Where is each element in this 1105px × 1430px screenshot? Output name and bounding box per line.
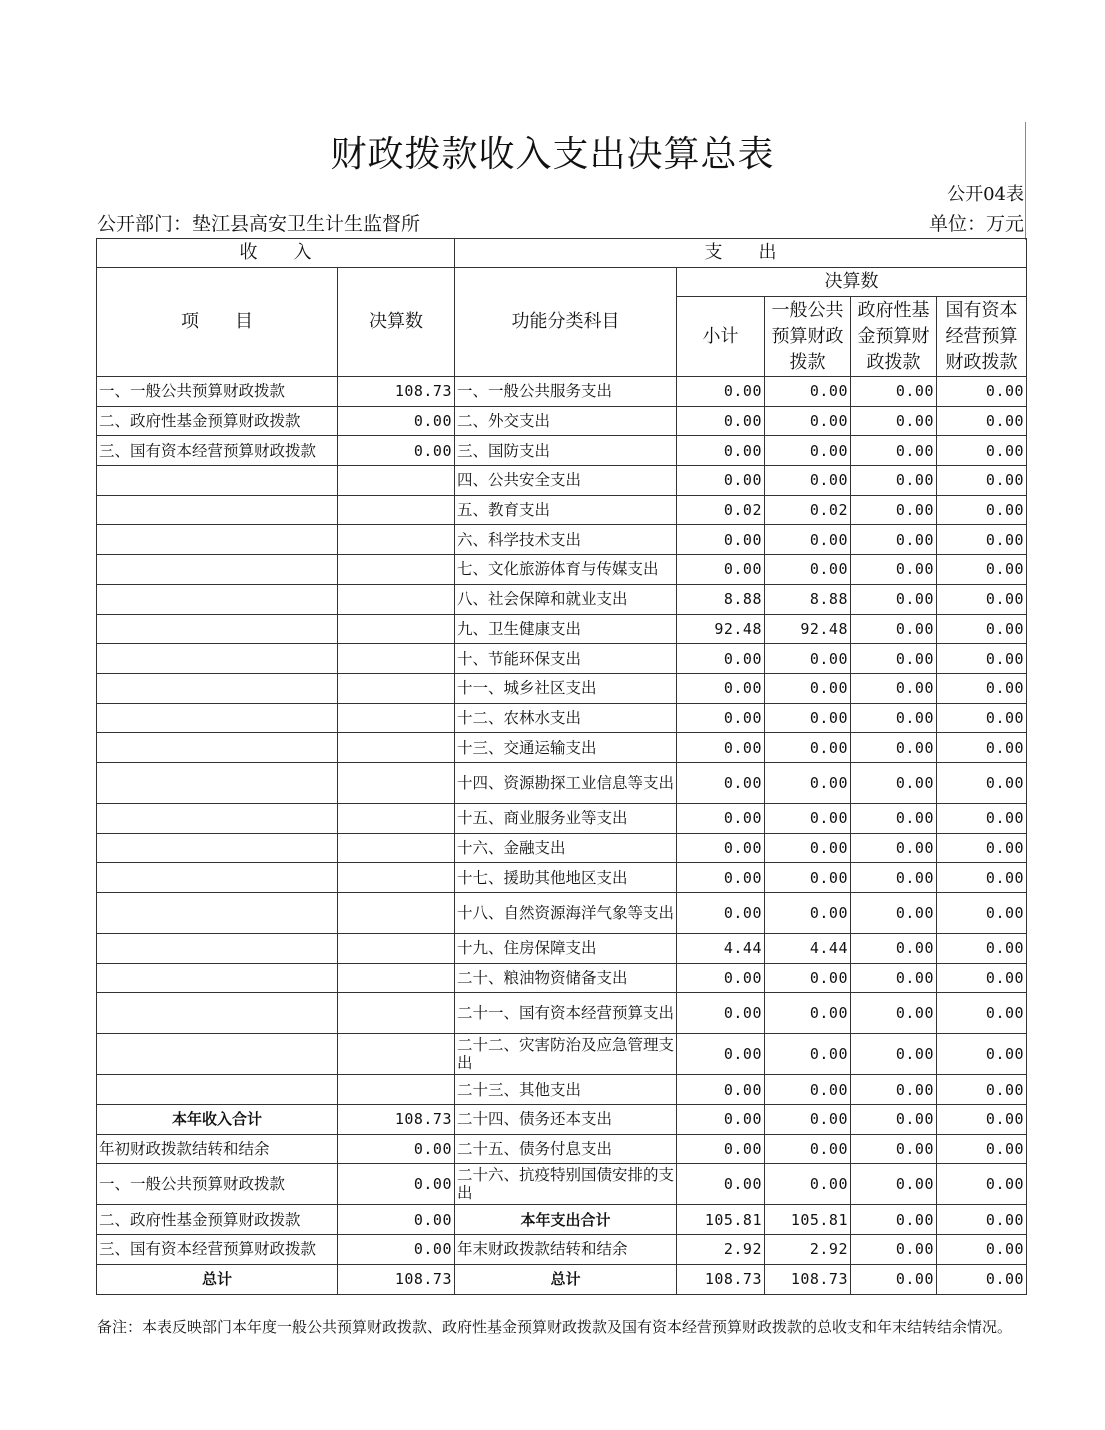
- fund-budget-cell: 0.00: [851, 1205, 937, 1235]
- expense-header: 支 出: [455, 239, 1027, 268]
- general-budget-cell: 92.48: [765, 614, 851, 644]
- expense-category-cell: 十八、自然资源海洋气象等支出: [455, 893, 677, 934]
- expense-category-cell: 二十二、灾害防治及应急管理支出: [455, 1034, 677, 1075]
- table-row: [97, 893, 1027, 934]
- subtotal-cell: 0.00: [677, 1134, 765, 1164]
- fund-budget-cell: 0.00: [851, 525, 937, 555]
- income-item-cell: [97, 803, 338, 833]
- table-row: [97, 1205, 1027, 1235]
- general-budget-cell: 0.00: [765, 1075, 851, 1105]
- fund-budget-cell: 0.00: [851, 673, 937, 703]
- fund-budget-cell: 0.00: [851, 614, 937, 644]
- income-item-cell: 年初财政拨款结转和结余: [97, 1134, 338, 1164]
- income-item-cell: 一、一般公共预算财政拨款: [97, 1164, 338, 1205]
- subtotal-cell: 8.88: [677, 584, 765, 614]
- income-item-cell: 三、国有资本经营预算财政拨款: [97, 436, 338, 466]
- state-capital-cell: 0.00: [937, 406, 1027, 436]
- income-item-cell: [97, 833, 338, 863]
- expense-category-cell: 十、节能环保支出: [455, 644, 677, 674]
- expense-category-cell: 十七、援助其他地区支出: [455, 863, 677, 893]
- expense-category-cell: 二十一、国有资本经营预算支出: [455, 993, 677, 1034]
- fund-budget-cell: 0.00: [851, 762, 937, 803]
- fund-budget-cell: 0.00: [851, 1105, 937, 1135]
- income-item-cell: [97, 733, 338, 763]
- general-budget-cell: 0.00: [765, 863, 851, 893]
- table-row: [97, 1134, 1027, 1164]
- income-amount-cell: [338, 963, 455, 993]
- income-amount-cell: [338, 893, 455, 934]
- general-budget-cell: 0.00: [765, 703, 851, 733]
- table-row: [97, 466, 1027, 496]
- income-item-cell: [97, 555, 338, 585]
- general-budget-header: 一般公共预算财政拨款: [765, 297, 851, 377]
- general-budget-cell: 0.00: [765, 833, 851, 863]
- income-item-cell: [97, 466, 338, 496]
- table-row: [97, 993, 1027, 1034]
- income-amount-cell: 0.00: [338, 1134, 455, 1164]
- expense-category-cell: 十二、农林水支出: [455, 703, 677, 733]
- income-item-cell: [97, 673, 338, 703]
- income-item-cell: 二、政府性基金预算财政拨款: [97, 1205, 338, 1235]
- fund-budget-cell: 0.00: [851, 555, 937, 585]
- general-budget-cell: 0.00: [765, 993, 851, 1034]
- subtotal-cell: 0.00: [677, 1075, 765, 1105]
- income-item-cell: [97, 644, 338, 674]
- general-budget-cell: 2.92: [765, 1235, 851, 1265]
- income-item-cell: 本年收入合计: [97, 1105, 338, 1135]
- subtotal-cell: 0.00: [677, 555, 765, 585]
- fund-budget-cell: 0.00: [851, 863, 937, 893]
- state-capital-cell: 0.00: [937, 1164, 1027, 1205]
- expense-category-cell: 二十六、抗疫特别国债安排的支出: [455, 1164, 677, 1205]
- fund-budget-cell: 0.00: [851, 406, 937, 436]
- income-amount-cell: 108.73: [338, 1264, 455, 1294]
- subtotal-cell: 0.00: [677, 406, 765, 436]
- subtotal-cell: 0.00: [677, 1034, 765, 1075]
- income-item-cell: 总计: [97, 1264, 338, 1294]
- general-budget-cell: 0.00: [765, 803, 851, 833]
- income-item-cell: 三、国有资本经营预算财政拨款: [97, 1235, 338, 1265]
- state-capital-cell: 0.00: [937, 495, 1027, 525]
- state-capital-cell: 0.00: [937, 993, 1027, 1034]
- general-budget-cell: 105.81: [765, 1205, 851, 1235]
- table-row: [97, 733, 1027, 763]
- fund-budget-cell: 0.00: [851, 1134, 937, 1164]
- income-amount-cell: [338, 833, 455, 863]
- fund-budget-cell: 0.00: [851, 1235, 937, 1265]
- expense-category-cell: 五、教育支出: [455, 495, 677, 525]
- state-capital-cell: 0.00: [937, 1034, 1027, 1075]
- subtotal-cell: 0.02: [677, 495, 765, 525]
- subtotal-cell: 0.00: [677, 673, 765, 703]
- item-header: 项 目: [97, 268, 338, 377]
- income-item-cell: 一、一般公共预算财政拨款: [97, 377, 338, 407]
- expense-category-cell: 十三、交通运输支出: [455, 733, 677, 763]
- general-budget-cell: 0.00: [765, 1105, 851, 1135]
- table-row: [97, 833, 1027, 863]
- general-budget-cell: 8.88: [765, 584, 851, 614]
- state-capital-cell: 0.00: [937, 436, 1027, 466]
- income-item-cell: [97, 525, 338, 555]
- table-row: [97, 644, 1027, 674]
- income-amount-cell: [338, 863, 455, 893]
- income-item-cell: [97, 614, 338, 644]
- table-row: [97, 525, 1027, 555]
- table-row: [97, 762, 1027, 803]
- general-budget-cell: 0.00: [765, 406, 851, 436]
- income-amount-cell: [338, 525, 455, 555]
- state-capital-cell: 0.00: [937, 584, 1027, 614]
- table-row: [97, 377, 1027, 407]
- subtotal-cell: 0.00: [677, 466, 765, 496]
- expense-category-cell: 二十四、债务还本支出: [455, 1105, 677, 1135]
- expense-category-cell: 二十、粮油物资储备支出: [455, 963, 677, 993]
- table-row: [97, 406, 1027, 436]
- state-capital-cell: 0.00: [937, 673, 1027, 703]
- state-capital-cell: 0.00: [937, 525, 1027, 555]
- subtotal-cell: 0.00: [677, 1105, 765, 1135]
- income-amount-cell: [338, 993, 455, 1034]
- expense-category-cell: 二、外交支出: [455, 406, 677, 436]
- subtotal-cell: 0.00: [677, 803, 765, 833]
- expense-category-cell: 十五、商业服务业等支出: [455, 803, 677, 833]
- state-capital-cell: 0.00: [937, 893, 1027, 934]
- general-budget-cell: 0.00: [765, 1134, 851, 1164]
- state-capital-cell: 0.00: [937, 466, 1027, 496]
- function-category-header: 功能分类科目: [455, 268, 677, 377]
- state-capital-cell: 0.00: [937, 1105, 1027, 1135]
- subtotal-cell: 0.00: [677, 644, 765, 674]
- state-capital-cell: 0.00: [937, 1235, 1027, 1265]
- expense-category-cell: 三、国防支出: [455, 436, 677, 466]
- table-row: [97, 963, 1027, 993]
- fund-budget-cell: 0.00: [851, 1264, 937, 1294]
- fund-budget-cell: 0.00: [851, 993, 937, 1034]
- expense-category-cell: 四、公共安全支出: [455, 466, 677, 496]
- expense-category-cell: 十六、金融支出: [455, 833, 677, 863]
- table-row: [97, 614, 1027, 644]
- income-amount-cell: [338, 466, 455, 496]
- expense-category-cell: 二十五、债务付息支出: [455, 1134, 677, 1164]
- income-amount-cell: 108.73: [338, 377, 455, 407]
- subtotal-cell: 0.00: [677, 963, 765, 993]
- expense-category-cell: 本年支出合计: [455, 1205, 677, 1235]
- subtotal-cell: 92.48: [677, 614, 765, 644]
- income-amount-cell: 0.00: [338, 1164, 455, 1205]
- income-item-cell: [97, 993, 338, 1034]
- income-item-cell: [97, 762, 338, 803]
- expense-category-cell: 十一、城乡社区支出: [455, 673, 677, 703]
- expense-category-cell: 六、科学技术支出: [455, 525, 677, 555]
- subtotal-cell: 2.92: [677, 1235, 765, 1265]
- fund-budget-cell: 0.00: [851, 934, 937, 964]
- state-capital-cell: 0.00: [937, 733, 1027, 763]
- subtotal-cell: 0.00: [677, 893, 765, 934]
- income-amount-cell: 0.00: [338, 406, 455, 436]
- table-row: [97, 934, 1027, 964]
- state-capital-cell: 0.00: [937, 703, 1027, 733]
- income-amount-cell: [338, 1075, 455, 1105]
- general-budget-cell: 4.44: [765, 934, 851, 964]
- income-item-cell: 二、政府性基金预算财政拨款: [97, 406, 338, 436]
- state-capital-cell: 0.00: [937, 1075, 1027, 1105]
- table-row: [97, 863, 1027, 893]
- income-item-cell: [97, 863, 338, 893]
- fund-budget-cell: 0.00: [851, 495, 937, 525]
- income-amount-cell: 108.73: [338, 1105, 455, 1135]
- income-amount-cell: [338, 644, 455, 674]
- expense-category-cell: 十九、住房保障支出: [455, 934, 677, 964]
- general-budget-cell: 0.00: [765, 893, 851, 934]
- expense-category-cell: 九、卫生健康支出: [455, 614, 677, 644]
- fund-budget-cell: 0.00: [851, 1034, 937, 1075]
- fund-budget-cell: 0.00: [851, 1075, 937, 1105]
- state-capital-cell: 0.00: [937, 762, 1027, 803]
- general-budget-cell: 0.02: [765, 495, 851, 525]
- income-amount-cell: [338, 555, 455, 585]
- income-amount-cell: [338, 1034, 455, 1075]
- fund-budget-cell: 0.00: [851, 584, 937, 614]
- expense-category-cell: 七、文化旅游体育与传媒支出: [455, 555, 677, 585]
- income-item-cell: [97, 963, 338, 993]
- subtotal-cell: 0.00: [677, 1164, 765, 1205]
- general-budget-cell: 0.00: [765, 963, 851, 993]
- subtotal-cell: 0.00: [677, 525, 765, 555]
- income-item-cell: [97, 703, 338, 733]
- fund-budget-cell: 0.00: [851, 833, 937, 863]
- table-row: [97, 673, 1027, 703]
- income-item-cell: [97, 1034, 338, 1075]
- general-budget-cell: 0.00: [765, 673, 851, 703]
- fund-budget-cell: 0.00: [851, 803, 937, 833]
- state-capital-cell: 0.00: [937, 833, 1027, 863]
- general-budget-cell: 0.00: [765, 1164, 851, 1205]
- general-budget-cell: 0.00: [765, 733, 851, 763]
- state-capital-header: 国有资本经营预算财政拨款: [937, 297, 1027, 377]
- income-amount-cell: [338, 495, 455, 525]
- general-budget-cell: 0.00: [765, 555, 851, 585]
- fund-budget-cell: 0.00: [851, 377, 937, 407]
- income-item-cell: [97, 934, 338, 964]
- table-row: [97, 1075, 1027, 1105]
- subtotal-cell: 0.00: [677, 993, 765, 1034]
- income-amount-cell: 0.00: [338, 1205, 455, 1235]
- state-capital-cell: 0.00: [937, 377, 1027, 407]
- expense-category-cell: 十四、资源勘探工业信息等支出: [455, 762, 677, 803]
- subtotal-cell: 0.00: [677, 703, 765, 733]
- fund-budget-cell: 0.00: [851, 644, 937, 674]
- page-title: 财政拨款收入支出决算总表: [330, 134, 775, 175]
- fund-budget-cell: 0.00: [851, 1164, 937, 1205]
- state-capital-cell: 0.00: [937, 803, 1027, 833]
- income-amount-cell: 0.00: [338, 1235, 455, 1265]
- subtotal-cell: 0.00: [677, 377, 765, 407]
- expense-category-cell: 年末财政拨款结转和结余: [455, 1235, 677, 1265]
- general-budget-cell: 0.00: [765, 762, 851, 803]
- table-row: [97, 1105, 1027, 1135]
- subtotal-header: 小计: [677, 297, 765, 377]
- income-amount-cell: [338, 703, 455, 733]
- department-label: 公开部门：垫江县高安卫生计生监督所: [97, 213, 421, 235]
- final-amount-header: 决算数: [677, 268, 1027, 297]
- table-row: [97, 803, 1027, 833]
- income-amount-cell: [338, 762, 455, 803]
- expense-category-cell: 八、社会保障和就业支出: [455, 584, 677, 614]
- general-budget-cell: 0.00: [765, 377, 851, 407]
- income-header: 收 入: [97, 239, 455, 268]
- fund-budget-cell: 0.00: [851, 893, 937, 934]
- subtotal-cell: 0.00: [677, 833, 765, 863]
- income-item-cell: [97, 893, 338, 934]
- income-item-cell: [97, 495, 338, 525]
- general-budget-cell: 0.00: [765, 436, 851, 466]
- state-capital-cell: 0.00: [937, 934, 1027, 964]
- table-row: [97, 1164, 1027, 1205]
- table-row: [97, 1235, 1027, 1265]
- form-number: 公开04表: [947, 184, 1024, 205]
- fund-budget-header: 政府性基金预算财政拨款: [851, 297, 937, 377]
- state-capital-cell: 0.00: [937, 555, 1027, 585]
- table-row: [97, 1034, 1027, 1075]
- expense-category-cell: 二十三、其他支出: [455, 1075, 677, 1105]
- fund-budget-cell: 0.00: [851, 466, 937, 496]
- state-capital-cell: 0.00: [937, 863, 1027, 893]
- income-amount-cell: [338, 934, 455, 964]
- fund-budget-cell: 0.00: [851, 703, 937, 733]
- general-budget-cell: 108.73: [765, 1264, 851, 1294]
- subtotal-cell: 105.81: [677, 1205, 765, 1235]
- expense-category-cell: 一、一般公共服务支出: [455, 377, 677, 407]
- state-capital-cell: 0.00: [937, 1134, 1027, 1164]
- footnote: 备注：本表反映部门本年度一般公共预算财政拨款、政府性基金预算财政拨款及国有资本经营预算财政拨款的总收支和年末结转结余情况。: [97, 1318, 1013, 1336]
- income-item-cell: [97, 584, 338, 614]
- table-row: [97, 703, 1027, 733]
- income-amount-cell: [338, 584, 455, 614]
- income-amount-cell: [338, 803, 455, 833]
- expense-category-cell: 总计: [455, 1264, 677, 1294]
- fund-budget-cell: 0.00: [851, 733, 937, 763]
- income-amount-cell: 0.00: [338, 436, 455, 466]
- subtotal-cell: 0.00: [677, 436, 765, 466]
- income-amount-cell: [338, 614, 455, 644]
- state-capital-cell: 0.00: [937, 644, 1027, 674]
- subtotal-cell: 0.00: [677, 733, 765, 763]
- income-amount-cell: [338, 733, 455, 763]
- fund-budget-cell: 0.00: [851, 436, 937, 466]
- state-capital-cell: 0.00: [937, 1264, 1027, 1294]
- state-capital-cell: 0.00: [937, 614, 1027, 644]
- subtotal-cell: 0.00: [677, 762, 765, 803]
- table-row: [97, 584, 1027, 614]
- table-row: [97, 1264, 1027, 1294]
- income-item-cell: [97, 1075, 338, 1105]
- table-row: [97, 495, 1027, 525]
- unit-label: 单位：万元: [928, 213, 1024, 235]
- budget-table: [96, 238, 1027, 1295]
- fund-budget-cell: 0.00: [851, 963, 937, 993]
- state-capital-cell: 0.00: [937, 963, 1027, 993]
- subtotal-cell: 0.00: [677, 863, 765, 893]
- amount-header: 决算数: [338, 268, 455, 377]
- table-row: [97, 436, 1027, 466]
- general-budget-cell: 0.00: [765, 525, 851, 555]
- subtotal-cell: 108.73: [677, 1264, 765, 1294]
- general-budget-cell: 0.00: [765, 644, 851, 674]
- subtotal-cell: 4.44: [677, 934, 765, 964]
- income-amount-cell: [338, 673, 455, 703]
- general-budget-cell: 0.00: [765, 466, 851, 496]
- table-row: [97, 555, 1027, 585]
- general-budget-cell: 0.00: [765, 1034, 851, 1075]
- state-capital-cell: 0.00: [937, 1205, 1027, 1235]
